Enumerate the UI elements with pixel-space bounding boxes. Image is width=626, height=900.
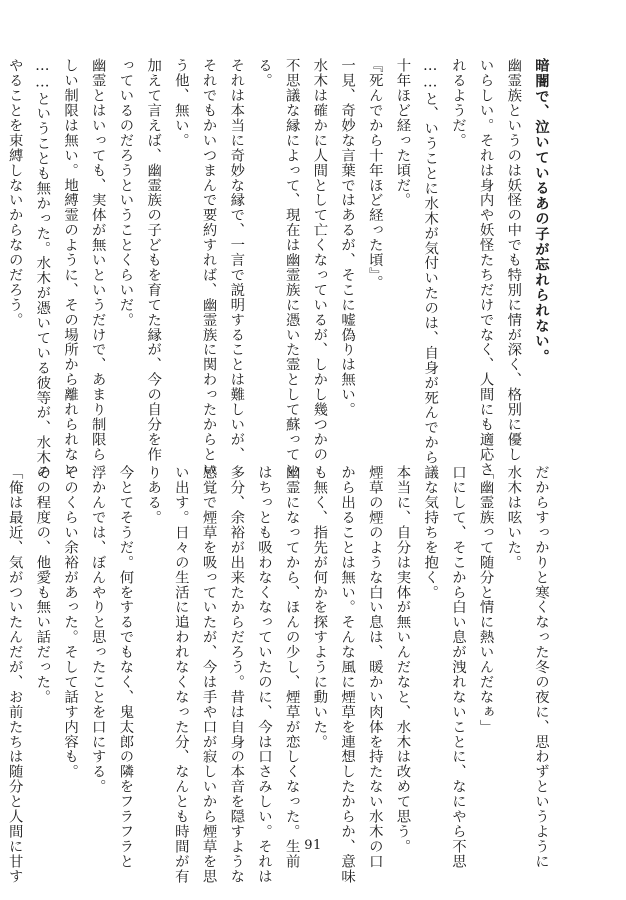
text-line: る。 (255, 58, 272, 88)
text-line: 口にして、そこから白い息が洩れないことに、なにやら不思 (449, 465, 466, 869)
text-line: 感覚で煙草を吸っていたが、今は手や口が寂しいから煙草を思 (200, 465, 217, 884)
text-line: う他、無い。 (172, 58, 189, 148)
text-line: りある。 (145, 465, 162, 525)
text-line: も無く、指先が何かを探すように動いた。 (311, 465, 328, 750)
text-line: ……と、いうことに水木が気付いたのは、自身が死んでから (422, 58, 439, 465)
text-line: しい制限は無い。地縛霊のように、その場所から離れられない (62, 58, 79, 477)
text-line: 幽霊族というのは妖怪の中でも特別に情が深く、格別に優し (505, 58, 522, 462)
text-line: そのくらい余裕があった。そして話す内容も。 (62, 465, 79, 779)
text-line: から出ることは無い。そんな風に煙草を連想したからか、意味 (339, 465, 356, 884)
text-line: その程度の、他愛も無い話だった。 (34, 465, 51, 705)
text-line: それは本当に奇妙な縁で、一言で説明することは難しいが、 (228, 58, 245, 462)
text-line: 「幽霊族って随分と情に熱いんだなぁ」 (477, 465, 494, 735)
text-line: いらしい。それは身内や妖怪たちだけでなく、人間にも適応さ (477, 58, 494, 477)
text-line: 浮かんでは、ぼんやりと思ったことを口にする。 (89, 465, 106, 794)
text-line: 水木は確かに人間として亡くなっているが、しかし幾つかの (311, 58, 328, 462)
text-line: ……ということも無かった。水木が憑いている彼等が、水木の (34, 58, 51, 480)
text-line: 水木は呟いた。 (505, 465, 522, 570)
text-line: 十年ほど経った頃だ。 (394, 58, 411, 208)
text-line: 議な気持ちを抱く。 (422, 465, 439, 600)
chapter-heading: 暗闇で、泣いているあの子が忘れられない。 (533, 58, 549, 364)
text-line: 幽霊になってから、ほんの少し、煙草が恋しくなった。生前 (283, 465, 300, 869)
text-line: 一見、奇妙な言葉ではあるが、そこに嘘偽りは無い。 (339, 58, 356, 417)
text-line: っているのだろうということくらいだ。 (117, 58, 134, 328)
text-line: 『死んでから十年ほど経った頃』。 (366, 58, 383, 290)
text-line: はちっとも吸わなくなっていたのに、今は口さみしい。それは (255, 465, 272, 884)
text-line: 今とてそうだ。何をするでもなく、鬼太郎の隣をフラフラと (117, 465, 134, 869)
text-line: それでもかいつまんで要約すれば、幽霊族に関わったからとい (200, 58, 217, 477)
page-number: 91 (304, 838, 322, 853)
text-line: 本当に、自分は実体が無いんだなと、水木は改めて思う。 (394, 465, 411, 854)
upper-text-block (6, 58, 554, 480)
text-line: 「俺は最近、気がついたんだが、お前たちは随分と人間に甘す (6, 465, 23, 884)
text-line: れるようだ。 (449, 58, 466, 148)
text-line: 多分、余裕が出来たからだろう。昔は自身の本音を隠すような (228, 465, 245, 884)
text-line: やることを束縛しないからなのだろう。 (6, 58, 23, 328)
text-line: 煙草の煙のような白い息は、暖かい肉体を持たない水木の口 (366, 465, 383, 869)
text-line: 加えて言えば、幽霊族の子どもを育てた縁が、今の自分を作 (145, 58, 162, 462)
text-line: い出す。日々の生活に追われなくなった分、なんとも時間が有 (172, 465, 189, 884)
text-line: だからすっかりと寒くなった冬の夜に、思わずというように (533, 465, 549, 869)
text-line: 幽霊とはいっても、実体が無いというだけで、あまり制限ら (89, 58, 106, 462)
text-line: 不思議な縁によって、現在は幽霊族に憑いた霊として蘇ってい (283, 58, 300, 477)
